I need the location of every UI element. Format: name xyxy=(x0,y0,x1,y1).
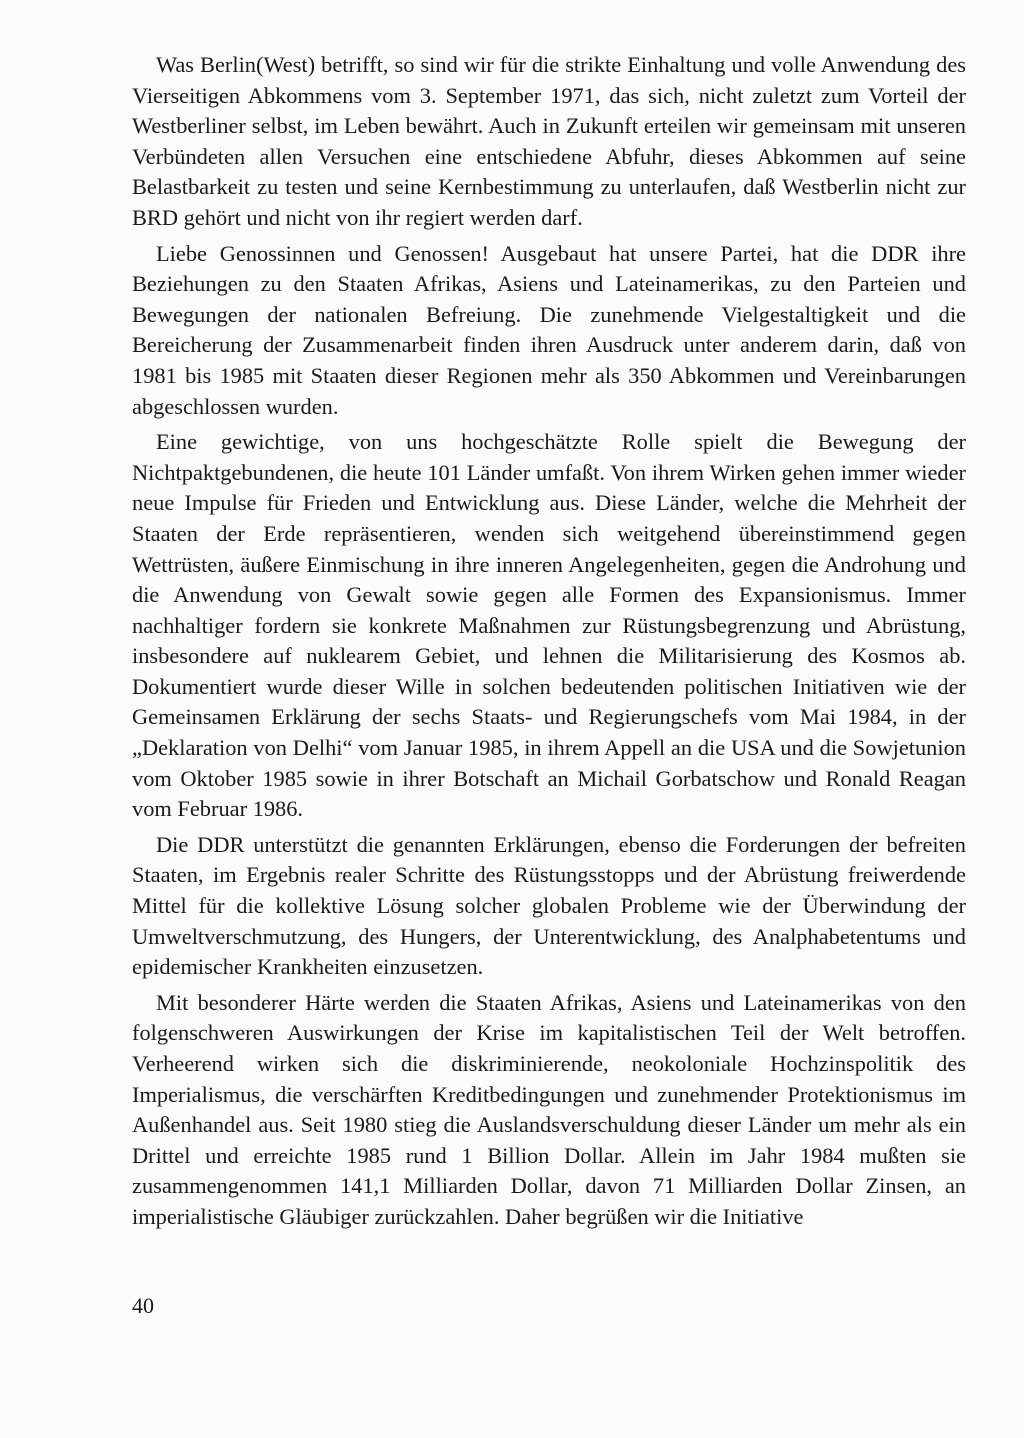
paragraph-berlin-west: Was Berlin(West) betrifft, so sind wir für die strikte Einhaltung und volle Anwendung des Vierseitigen Abkommens vom 3. September 1971, das sich, nicht zuletzt zum Vorteil der Westberliner selbst, im Leben bewährt. Auch in Zukunft erteilen wir gemeinsam mit unseren Verbündeten allen Versuchen eine entschiedene Abfuhr, dieses Abkommen auf seine Belastbarkeit zu testen und seine Kernbestimmung zu unterlaufen, daß Westberlin nicht zur BRD gehört und nicht von ihr regiert werden darf. xyxy=(132,52,966,230)
paragraph-krise-auswirkungen: Mit besonderer Härte werden die Staaten Afrikas, Asiens und Lateinamerikas von den folgenschweren Auswirkungen der Krise im kapitalistischen Teil der Welt betroffen. Verheerend wirken sich die diskriminierende, neokoloniale Hochzinspolitik des Imperialismus, die verschärften Kreditbedingungen und zunehmender Protektionismus im Außenhandel aus. Seit 1980 stieg die Auslandsverschuldung dieser Länder um mehr als ein Drittel und erreichte 1985 rund 1 Billion Dollar. Allein im Jahr 1984 mußten sie zusammengenommen 141,1 Milliarden Dollar, davon 71 Milliarden Dollar Zinsen, an imperialistische Gläubiger zurückzahlen. Daher begrüßen wir die Initiative xyxy=(132,989,966,1229)
paragraph-nichtpaktgebundene: Eine gewichtige, von uns hochgeschätzte Rolle spielt die Bewegung der Nichtpaktgebundenen, die heute 101 Länder umfaßt. Von ihrem Wirken gehen immer wieder neue Impulse für Frieden und Entwicklung aus. Diese Länder, welche die Mehrheit der Staaten der Erde repräsentieren, wenden sich weitgehend übereinstimmend gegen Wettrüsten, äußere Einmischung in ihre inneren Angelegenheiten, gegen die Androhung und die Anwendung von Gewalt sowie gegen alle Formen des Expansionismus. Immer nachhaltiger fordern sie konkrete Maßnahmen zur Rüstungsbegrenzung und Abrüstung, insbesondere auf nuklearem Gebiet, und lehnen die Militarisierung des Kosmos ab. Dokumentiert wurde dieser Wille in solchen bedeutenden politischen Initiativen wie der Gemeinsamen Erklärung der sechs Staats- und Regierungschefs vom Mai 1984, in der „Deklaration von Delhi“ vom Januar 1985, in ihrem Appell an die USA und die Sowjetunion vom Oktober 1985 sowie in ihrer Botschaft an Michail Gorbatschow und Ronald Reagan vom Februar 1986. xyxy=(132,429,966,822)
paragraph-beziehungen: Liebe Genossinnen und Genossen! Ausgebaut hat unsere Partei, hat die DDR ihre Beziehungen zu den Staaten Afrikas, Asiens und Lateinamerikas, zu den Parteien und Bewegungen der nationalen Befreiung. Die zunehmende Vielgestaltigkeit und die Bereicherung der Zusammenarbeit finden ihren Ausdruck unter anderem darin, daß von 1981 bis 1985 mit Staaten dieser Regionen mehr als 350 Abkommen und Vereinbarungen abgeschlossen wurden. xyxy=(132,240,966,419)
paragraph-ddr-unterstuetzung: Die DDR unterstützt die genannten Erklärungen, ebenso die Forderungen der befreiten Staaten, im Ergebnis realer Schritte des Rüstungsstopps und der Abrüstung freiwerdende Mittel für die kollektive Lösung solcher globalen Probleme wie der Überwindung der Umweltverschmutzung, des Hungers, der Unterentwicklung, des Analphabetentums und epidemischer Krankheiten einzusetzen. xyxy=(132,831,966,980)
page-number: 40 xyxy=(132,1293,154,1318)
body-text xyxy=(132,50,966,1238)
